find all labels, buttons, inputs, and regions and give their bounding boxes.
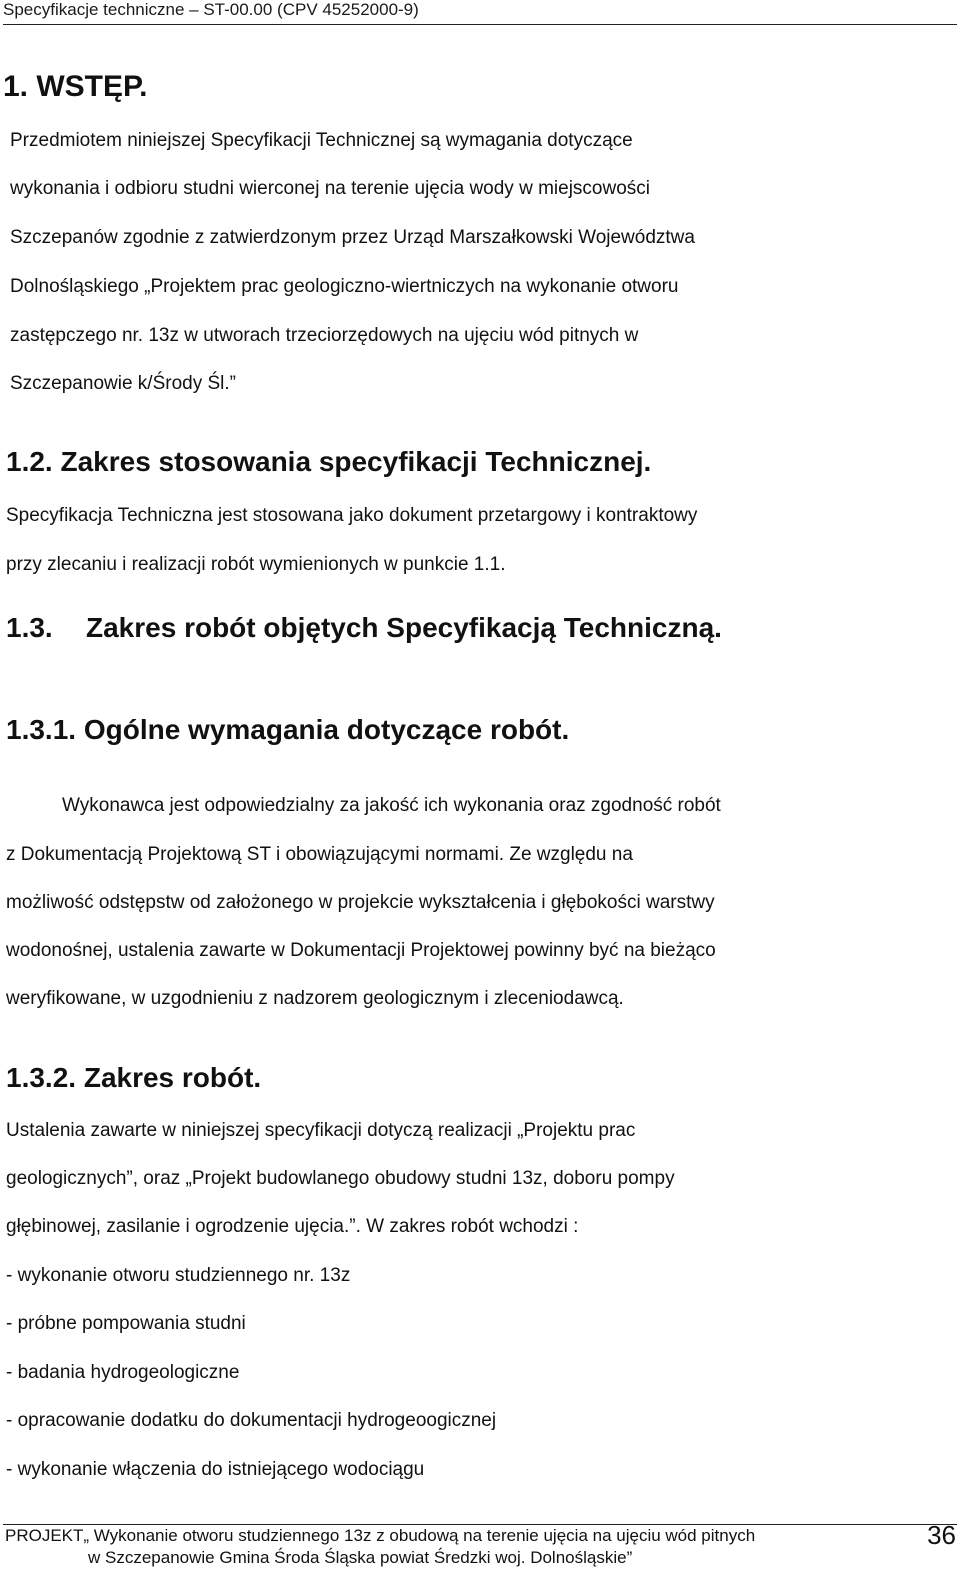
works-line: Ustalenia zawarte w niniejszej specyfikacji dotyczą realizacji „Projektu prac <box>6 1120 636 1141</box>
works-list-item: - badania hydrogeologiczne <box>6 1362 240 1383</box>
running-header: Specyfikacje techniczne – ST-00.00 (CPV 45252000-9) <box>3 0 419 19</box>
requirements-line: Wykonawca jest odpowiedzialny za jakość ich wykonania oraz zgodność robót <box>62 795 721 816</box>
heading-1-3-title: Zakres robót objętych Specyfikacją Techniczną. <box>86 612 722 643</box>
footer-location-line: w Szczepanowie Gmina Środa Śląska powiat Średzki woj. Dolnośląskie” <box>88 1548 633 1567</box>
heading-1-3-number: 1.3. <box>6 612 53 643</box>
requirements-line: weryfikowane, w uzgodnieniu z nadzorem geologicznym i zleceniodawcą. <box>6 988 624 1009</box>
intro-line: Szczepanów zgodnie z zatwierdzonym przez Urząd Marszałkowski Województwa <box>10 227 695 248</box>
requirements-line: możliwość odstępstw od założonego w projekcie wykształcenia i głębokości warstwy <box>6 892 715 913</box>
works-list-item: - opracowanie dodatku do dokumentacji hydrogeoogicznej <box>6 1410 497 1431</box>
intro-line: zastępczego nr. 13z w utworach trzeciorzędowych na ujęciu wód pitnych w <box>10 325 639 346</box>
intro-line: Szczepanowie k/Środy Śl.” <box>10 373 236 394</box>
works-list-item: - próbne pompowania studni <box>6 1313 246 1334</box>
intro-line: Dolnośląskiego „Projektem prac geologiczno-wiertniczych na wykonanie otworu <box>10 276 679 297</box>
works-list-item: - wykonanie otworu studziennego nr. 13z <box>6 1265 351 1286</box>
heading-1-2: 1.2. Zakres stosowania specyfikacji Technicznej. <box>6 446 652 477</box>
page-number: 36 <box>927 1520 956 1550</box>
works-list-item: - wykonanie włączenia do istniejącego wodociągu <box>6 1459 425 1480</box>
header-rule <box>3 24 957 25</box>
works-line: głębinowej, zasilanie i ogrodzenie ujęcia.”. W zakres robót wchodzi : <box>6 1216 579 1237</box>
scope-line: przy zlecaniu i realizacji robót wymienionych w punkcie 1.1. <box>6 554 506 575</box>
footer-rule <box>3 1524 957 1525</box>
scope-line: Specyfikacja Techniczna jest stosowana jako dokument przetargowy i kontraktowy <box>6 505 698 526</box>
heading-1-3-1: 1.3.1. Ogólne wymagania dotyczące robót. <box>6 714 570 745</box>
works-line: geologicznych”, oraz „Projekt budowlanego obudowy studni 13z, doboru pompy <box>6 1168 675 1189</box>
requirements-line: wodonośnej, ustalenia zawarte w Dokumentacji Projektowej powinny być na bieżąco <box>6 940 716 961</box>
intro-line: wykonania i odbioru studni wierconej na terenie ujęcia wody w miejscowości <box>10 178 650 199</box>
footer-project-line: PROJEKT„ Wykonanie otworu studziennego 13z z obudową na terenie ujęcia na ujęciu wód pitnych <box>5 1526 756 1545</box>
intro-line: Przedmiotem niniejszej Specyfikacji Technicznej są wymagania dotyczące <box>10 130 633 151</box>
requirements-line: z Dokumentacją Projektową ST i obowiązującymi normami. Ze względu na <box>6 844 633 865</box>
heading-wstep: 1. WSTĘP. <box>3 70 148 103</box>
heading-1-3-2: 1.3.2. Zakres robót. <box>6 1062 262 1093</box>
